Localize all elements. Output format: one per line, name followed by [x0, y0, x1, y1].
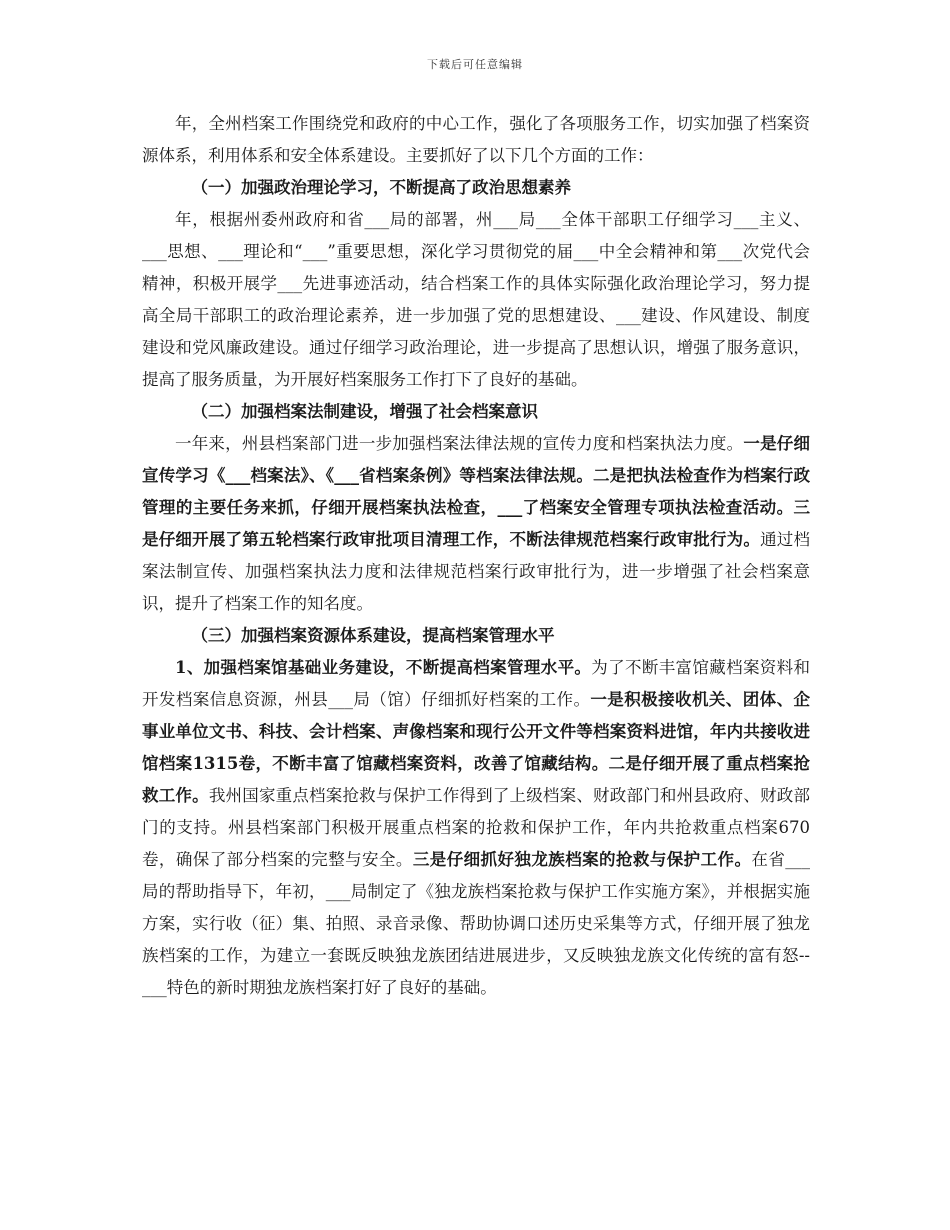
section-3-text-2: 我州国家重点档案抢救与保护工作得到了上级档案、财政部门和州县政府、财政部门的支持。州县档案部门积极开展重点档案的抢救和保护工作，年内共抢救重点档案670卷，确保了部分档案的完整与安全。	[142, 786, 811, 869]
section-2-paragraph	[142, 428, 810, 620]
section-1-paragraph	[142, 204, 810, 396]
section-heading-1: （一）加强政治理论学习，不断提高了政治思想素养	[191, 178, 571, 197]
document-body	[142, 108, 810, 1004]
section-3-text-3: 在省___局的帮助指导下，年初，___局制定了《独龙族档案抢救与保护工作实施方案》，并根据实施方案，实行收（征）集、拍照、录音录像、帮助协调口述历史采集等方式，仔细开展了独龙族档案的工作，为建立一套既反映独龙族团结进展进步，又反映独龙族文化传统的富有怒--___特色的新时期独龙族档案打好了良好的基础。	[142, 850, 811, 997]
section-3-text-1: 为了不断丰富馆藏档案资料和开发档案信息资源，州县___局（馆）仔细抓好档案的工作。	[142, 658, 811, 709]
section-3-bold-subheading: 1、加强档案馆基础业务建设，不断提高档案管理水平。	[175, 658, 592, 677]
section-3-paragraph	[142, 652, 810, 1004]
section-heading-3: （三）加强档案资源体系建设，提高档案管理水平	[191, 626, 555, 645]
section-3-bold-point-3: 三是仔细抓好独龙族档案的抢救与保护工作。	[412, 850, 752, 869]
intro-paragraph	[142, 108, 810, 172]
section-1-text: 年，根据州委州政府和省___局的部署，州___局___全体干部职工仔细学习___主义、___思想、___理论和“___”重要思想，深化学习贯彻党的届___中全会精神和第___次党代会精神，积极开展学___先进事迹活动，结合档案工作的具体实际强化政治理论学习，努力提高全局干部职工的政治理论素养，进一步加强了党的思想建设、___建设、作风建设、制度建设和党风廉政建设。通过仔细学习政治理论，进一步提高了思想认识，增强了服务意识，提高了服务质量，为开展好档案服务工作打下了良好的基础。	[142, 210, 810, 389]
intro-text: 年，全州档案工作围绕党和政府的中心工作，强化了各项服务工作，切实加强了档案资源体系，利用体系和安全体系建设。主要抓好了以下几个方面的工作：	[142, 114, 810, 165]
section-2-text-tail: 通过档案法制宣传、加强档案执法力度和法律规范档案行政审批行为，进一步增强了社会档案意识，提升了档案工作的知名度。	[142, 530, 811, 613]
section-2-text-lead: 一年来，州县档案部门进一步加强档案法律法规的宣传力度和档案执法力度。	[175, 434, 744, 453]
page-header-note: 下载后可任意编辑	[427, 58, 523, 71]
section-2-bold-points: 一是仔细宣传学习《___档案法》、《___省档案条例》等档案法律法规。二是把执法检查作为档案行政管理的主要任务来抓，仔细开展档案执法检查，___了档案安全管理专项执法检查活动。三是仔细开展了第五轮档案行政审批项目清理工作，不断法律规范档案行政审批行为。	[142, 434, 811, 549]
section-heading-2: （二）加强档案法制建设，增强了社会档案意识	[191, 402, 538, 421]
section-3-bold-points: 一是积极接收机关、团体、企事业单位文书、科技、会计档案、声像档案和现行公开文件等档案资料进馆，年内共接收进馆档案1315卷，不断丰富了馆藏档案资料，改善了馆藏结构。二是仔细开展了重点档案抢救工作。	[142, 690, 811, 805]
